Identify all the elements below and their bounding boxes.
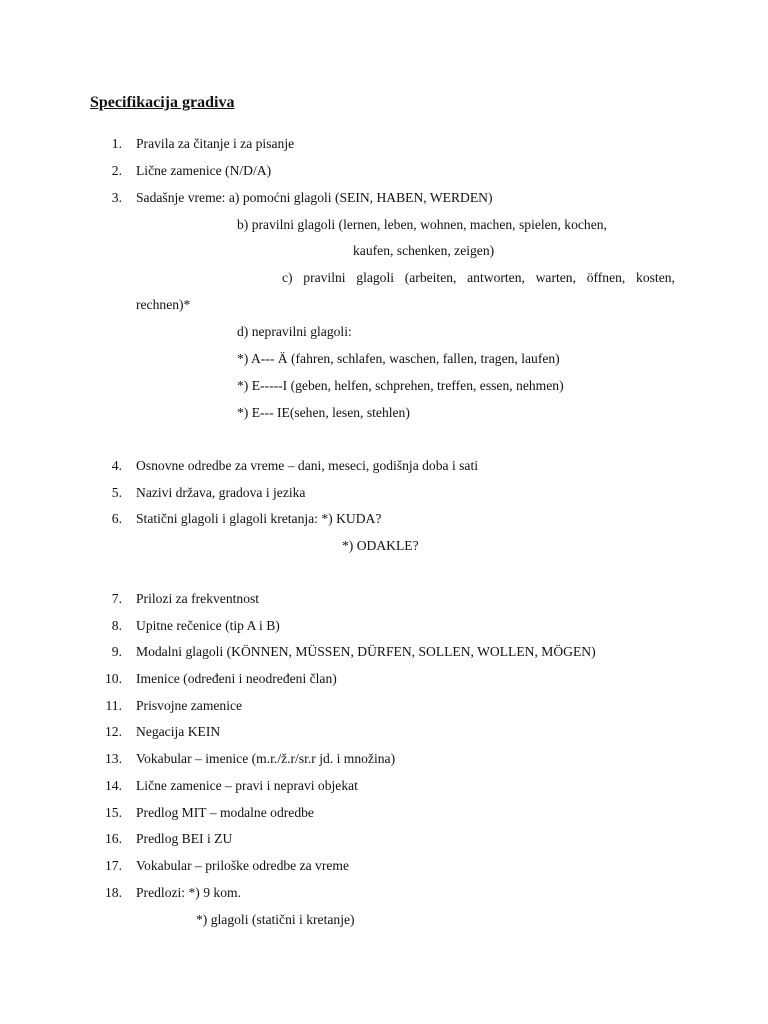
sub-item-c-word: kosten,	[636, 270, 675, 285]
list-number: 12.	[105, 724, 122, 739]
list-number: 6.	[111, 511, 122, 526]
list-number: 4.	[111, 458, 122, 473]
list-number: 13.	[105, 751, 122, 766]
sub-item-d-1: *) A--- Ä (fahren, schlafen, waschen, fallen, tragen, laufen)	[237, 351, 560, 366]
sub-item-d-2: *) E-----I (geben, helfen, schprehen, treffen, essen, nehmen)	[237, 378, 564, 393]
list-number: 1.	[111, 136, 122, 151]
list-number: 14.	[105, 778, 122, 793]
sub-item-c-word: c)	[282, 270, 293, 285]
document-title: Specifikacija gradiva	[90, 94, 235, 111]
sub-item-c-word: warten,	[535, 270, 576, 285]
list-number: 7.	[111, 591, 122, 606]
sub-item-b: b) pravilni glagoli (lernen, leben, wohnen, machen, spielen, kochen,	[237, 217, 607, 232]
list-number: 9.	[111, 644, 122, 659]
list-item: Statični glagoli i glagoli kretanja: *) KUDA?	[136, 511, 382, 526]
list-item: Imenice (određeni i neodređeni član)	[136, 671, 337, 686]
sub-item-odakle: *) ODAKLE?	[342, 538, 419, 553]
list-number: 16.	[105, 831, 122, 846]
list-number: 11.	[105, 698, 122, 713]
sub-item-c-word: antworten,	[467, 270, 525, 285]
sub-item-glagoli: *) glagoli (statični i kretanje)	[196, 912, 355, 927]
list-item: Lične zamenice – pravi i nepravi objekat	[136, 778, 358, 793]
sub-item-c-word: öffnen,	[586, 270, 626, 285]
list-number: 15.	[105, 805, 122, 820]
list-item: Osnovne odredbe za vreme – dani, meseci, godišnja doba i sati	[136, 458, 479, 473]
list-item: Predlog MIT – modalne odredbe	[136, 805, 314, 820]
list-number: 10.	[105, 671, 122, 686]
list-item: Negacija KEIN	[136, 724, 221, 739]
list-item: Prilozi za frekventnost	[136, 591, 260, 606]
list-number: 8.	[111, 618, 122, 633]
list-number: 5.	[111, 485, 122, 500]
sub-item-d: d) nepravilni glagoli:	[237, 324, 352, 339]
sub-item-c-word: (arbeiten,	[404, 270, 457, 285]
sub-item-b-continued: kaufen, schenken, zeigen)	[353, 243, 495, 258]
list-item: Pravila za čitanje i za pisanje	[136, 136, 295, 151]
list-item: Nazivi država, gradova i jezika	[136, 485, 306, 500]
sub-item-c-word: pravilni	[303, 270, 346, 285]
list-item: Lične zamenice (N/D/A)	[136, 163, 272, 178]
list-number: 18.	[105, 885, 122, 900]
list-number: 3.	[111, 190, 122, 205]
list-item: Predlozi: *) 9 kom.	[136, 885, 241, 900]
list-number: 2.	[111, 163, 122, 178]
sub-item-d-3: *) E--- IE(sehen, lesen, stehlen)	[237, 405, 410, 420]
sub-item-c	[282, 269, 675, 287]
sub-item-c-continued: rechnen)*	[136, 297, 191, 312]
list-item: Modalni glagoli (KÖNNEN, MÜSSEN, DÜRFEN, SOLLEN, WOLLEN, MÖGEN)	[136, 644, 596, 659]
list-item: Prisvojne zamenice	[136, 698, 243, 713]
list-item: Upitne rečenice (tip A i B)	[136, 618, 280, 633]
list-item: Vokabular – priloške odredbe za vreme	[136, 858, 350, 873]
list-number: 17.	[105, 858, 122, 873]
sub-item-c-word: glagoli	[356, 270, 395, 285]
list-item: Predlog BEI i ZU	[136, 831, 233, 846]
list-item: Vokabular – imenice (m.r./ž.r/sr.r jd. i množina)	[136, 751, 396, 766]
list-item: Sadašnje vreme: a) pomoćni glagoli (SEIN, HABEN, WERDEN)	[136, 190, 493, 205]
